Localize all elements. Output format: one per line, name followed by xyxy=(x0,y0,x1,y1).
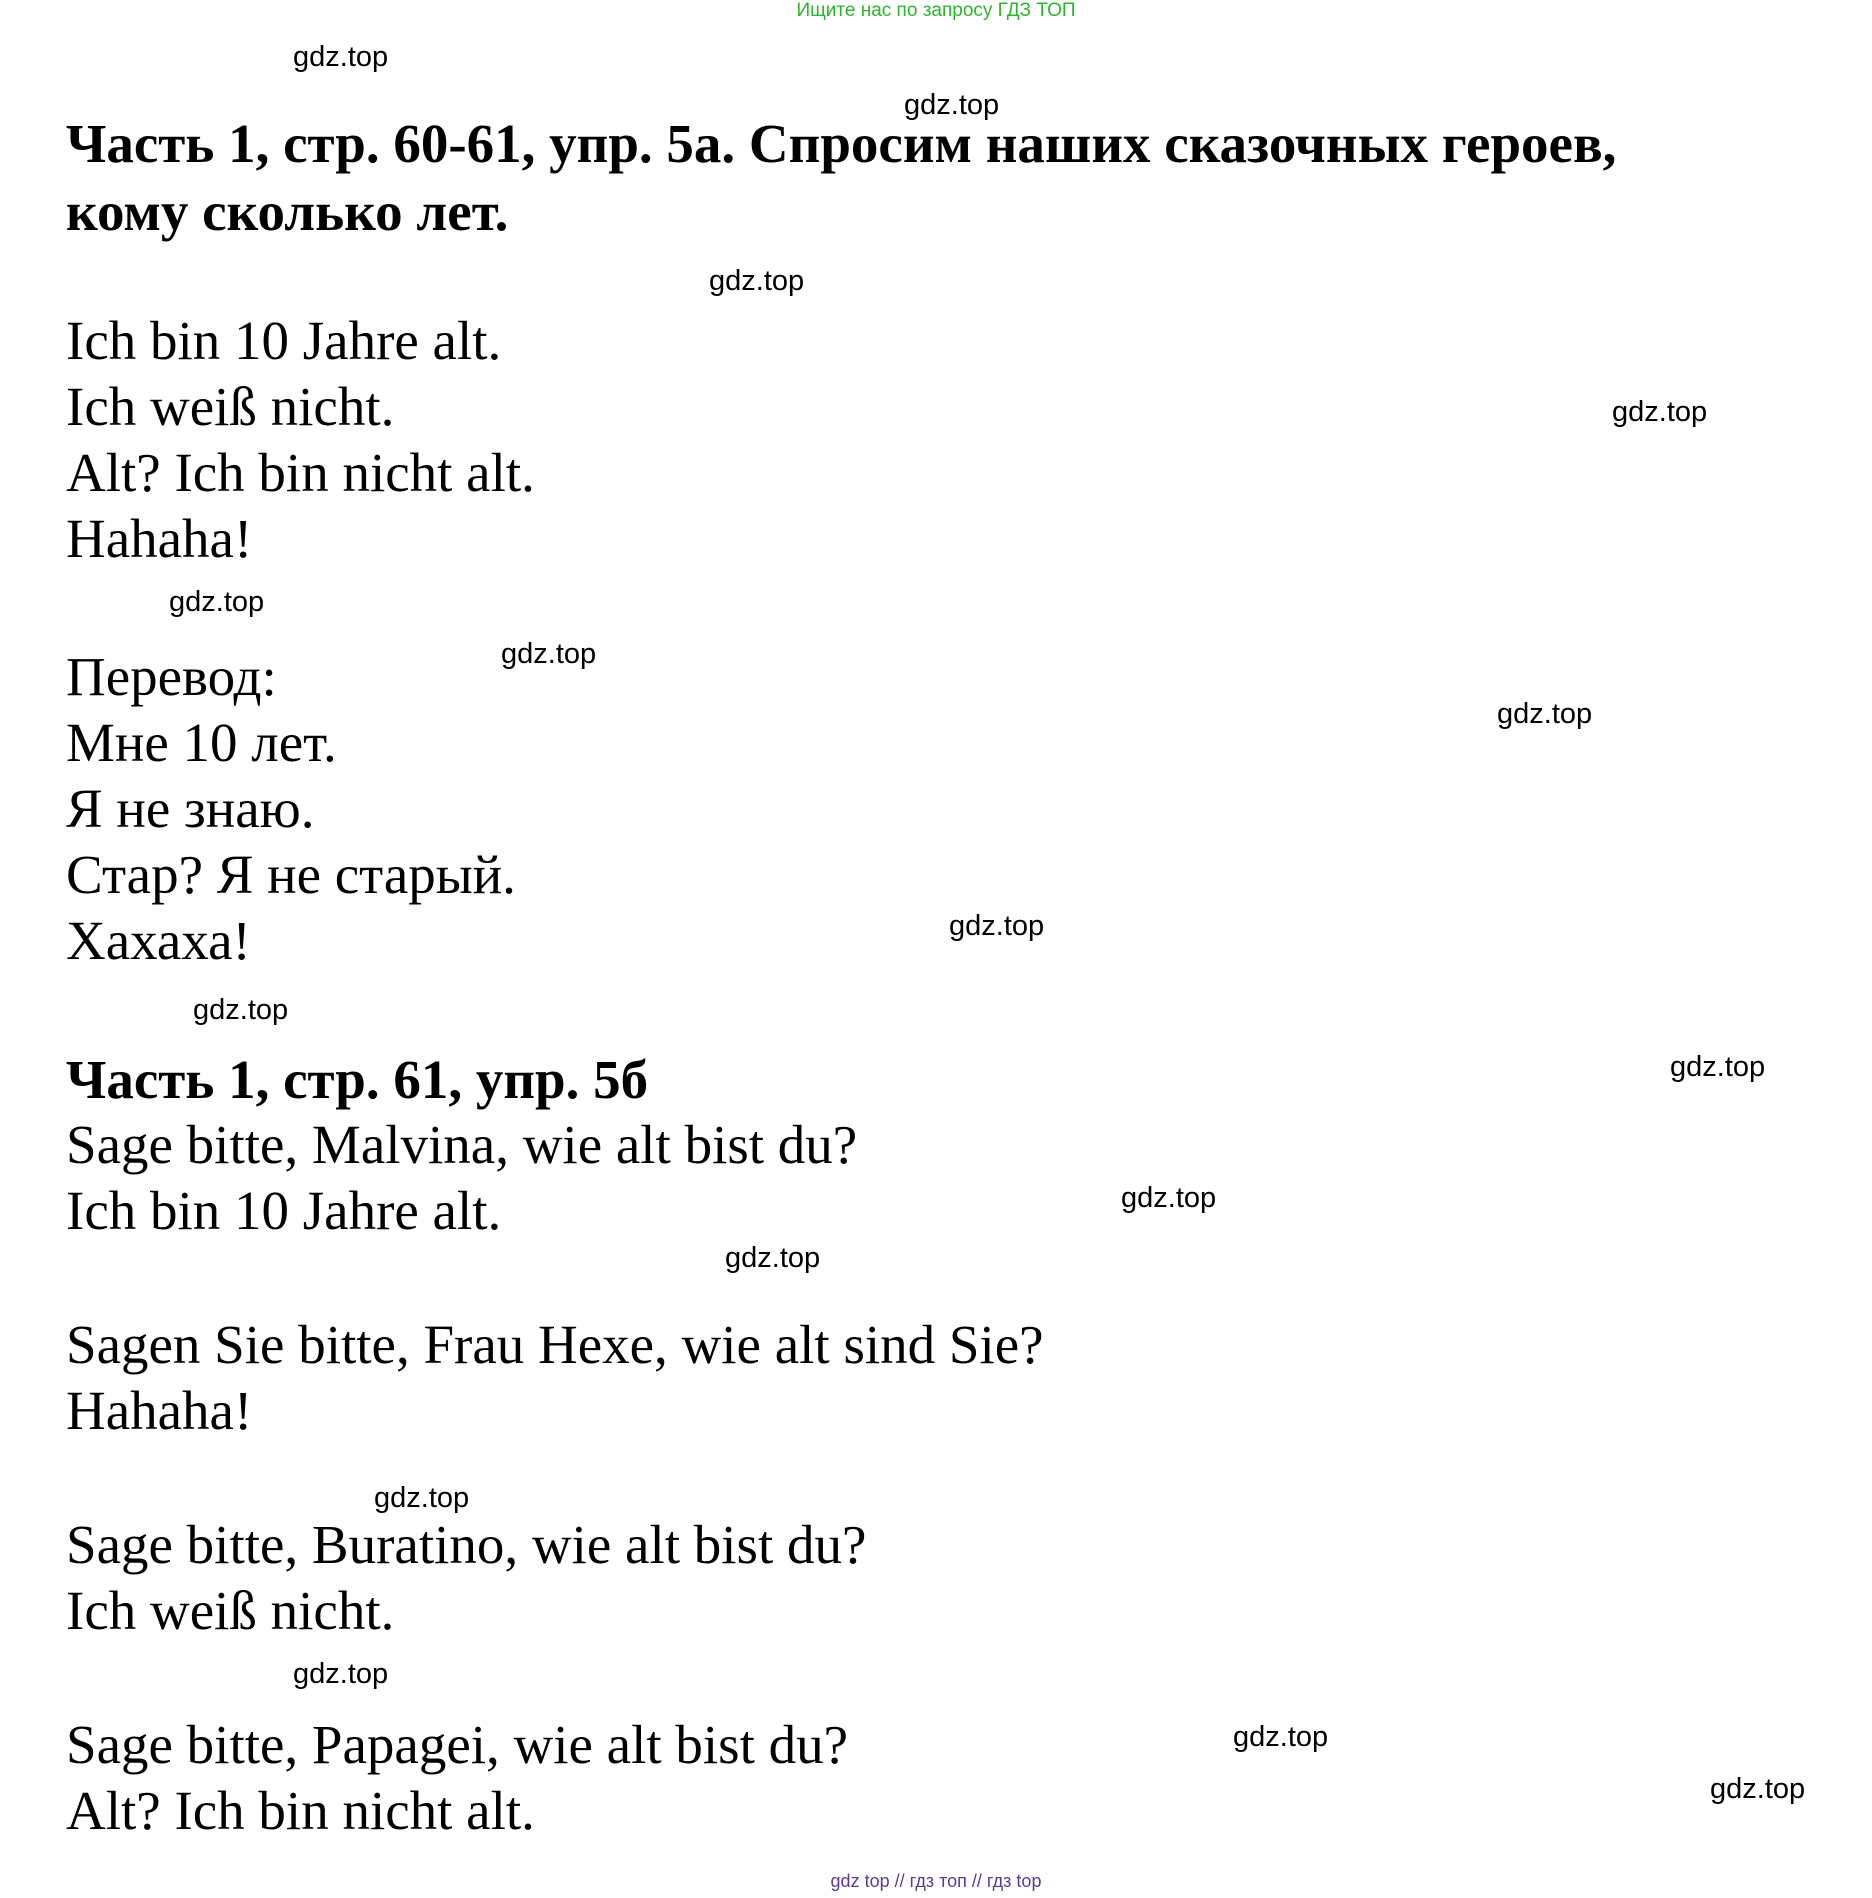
watermark: gdz.top xyxy=(949,910,1045,942)
watermark: gdz.top xyxy=(293,41,389,73)
section1-heading-line2: кому сколько лет. xyxy=(66,181,509,242)
watermark: gdz.top xyxy=(1233,1721,1329,1753)
watermark: gdz.top xyxy=(1612,396,1708,428)
watermark: gdz.top xyxy=(1121,1182,1217,1214)
watermark: gdz.top xyxy=(501,638,597,670)
footer-links[interactable]: gdz top // гдз топ // гдз top xyxy=(830,1871,1042,1891)
watermark: gdz.top xyxy=(1497,698,1593,730)
dialogue-2-answer: Hahaha! xyxy=(66,1380,253,1441)
watermark: gdz.top xyxy=(193,994,289,1026)
watermark: gdz.top xyxy=(725,1242,821,1274)
watermark: gdz.top xyxy=(1710,1773,1806,1805)
watermark: gdz.top xyxy=(904,89,1000,121)
section1-heading-line1: Часть 1, стр. 60-61, упр. 5а. Спросим наших сказочных героев, xyxy=(66,113,1617,174)
section2-heading: Часть 1, стр. 61, упр. 5б xyxy=(66,1049,649,1110)
top-banner[interactable]: Ищите нас по запросу ГДЗ ТОП xyxy=(796,0,1076,21)
dialogue-3-answer: Ich weiß nicht. xyxy=(66,1580,395,1641)
german-line-1: Ich bin 10 Jahre alt. xyxy=(66,310,502,371)
watermark: gdz.top xyxy=(709,265,805,297)
russian-line-3: Стар? Я не старый. xyxy=(66,844,516,905)
russian-line-2: Я не знаю. xyxy=(66,778,315,839)
dialogue-3-question: Sage bitte, Buratino, wie alt bist du? xyxy=(66,1514,867,1575)
dialogue-4-answer: Alt? Ich bin nicht alt. xyxy=(66,1780,535,1841)
russian-line-1: Мне 10 лет. xyxy=(66,712,337,773)
watermark: gdz.top xyxy=(169,586,265,618)
german-line-2: Ich weiß nicht. xyxy=(66,376,395,437)
dialogue-4-question: Sage bitte, Papagei, wie alt bist du? xyxy=(66,1714,849,1775)
watermark: gdz.top xyxy=(374,1482,470,1514)
watermark: gdz.top xyxy=(293,1658,389,1690)
german-line-3: Alt? Ich bin nicht alt. xyxy=(66,442,535,503)
dialogue-1-answer: Ich bin 10 Jahre alt. xyxy=(66,1180,502,1241)
russian-line-4: Хахаха! xyxy=(66,910,251,971)
translation-label: Перевод: xyxy=(66,646,277,707)
dialogue-2-question: Sagen Sie bitte, Frau Hexe, wie alt sind Sie? xyxy=(66,1314,1044,1375)
watermark: gdz.top xyxy=(1670,1051,1766,1083)
german-line-4: Hahaha! xyxy=(66,508,253,569)
dialogue-1-question: Sage bitte, Malvina, wie alt bist du? xyxy=(66,1114,858,1175)
